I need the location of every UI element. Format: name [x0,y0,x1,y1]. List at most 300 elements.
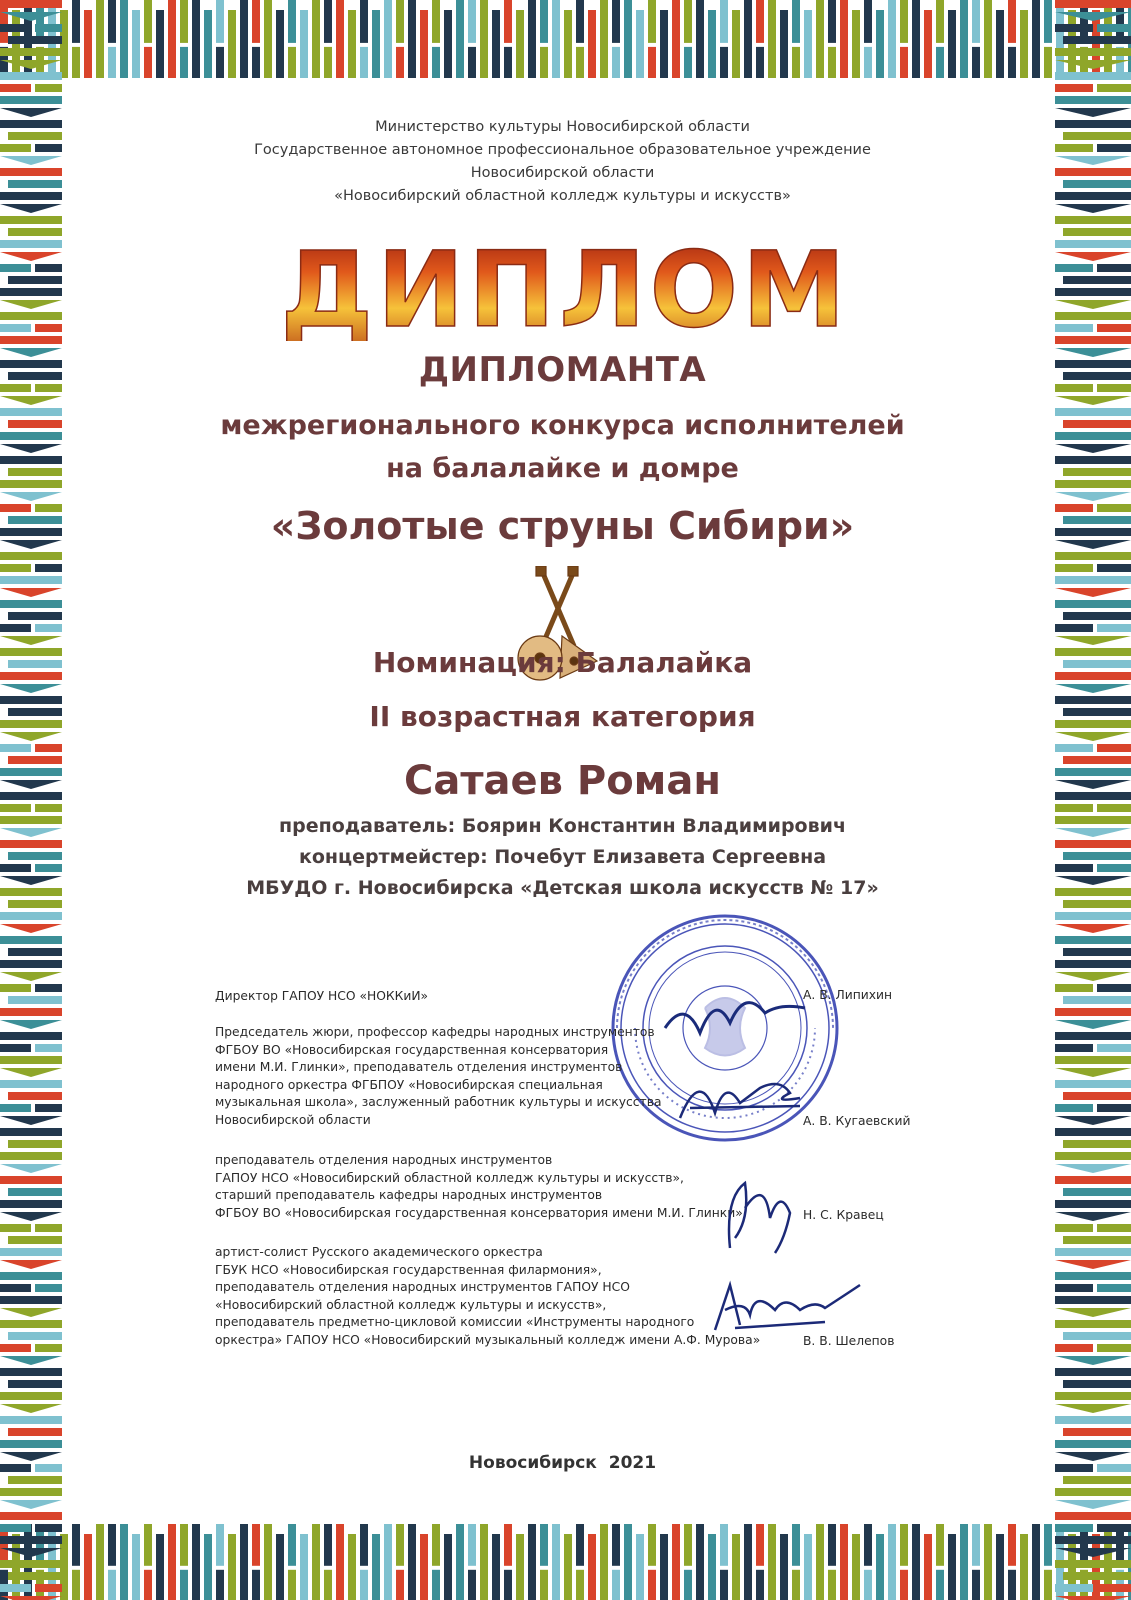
border-tile [0,396,62,405]
border-tile [1063,1236,1131,1244]
border-tile [1055,396,1131,405]
border-tile [792,0,800,43]
border-tile [8,1140,62,1148]
border-tile [1055,684,1131,693]
border-tile [0,1560,62,1568]
border-tile [0,768,62,776]
border-tile [0,924,62,933]
border-tile [8,1236,62,1244]
border-tile [1055,600,1131,608]
border-tile [0,1224,31,1232]
accompanist-line: концертмейстер: Почебут Елизавета Сергеевна [298,846,827,868]
border-tile [1097,1344,1131,1352]
border-tile [612,1570,620,1600]
border-tile [0,480,62,488]
border-tile [0,1032,62,1040]
border-tile [1063,36,1131,44]
border-tile [8,708,62,716]
border-tile [552,1524,560,1600]
border-tile [1055,960,1131,968]
border-tile [8,756,62,764]
border-tile [648,1570,656,1600]
border-tile [1055,816,1131,824]
border-tile [0,1452,62,1461]
border-tile [72,47,80,78]
border-tile [1055,1200,1131,1208]
border-tile [720,1570,728,1600]
border-tile [1097,1284,1131,1292]
border-tile [756,47,764,78]
border-tile [984,0,992,78]
border-tile [8,1428,62,1436]
border-tile [360,47,368,78]
border-tile [1055,240,1131,248]
signer-title-line: музыкальная школа», заслуженный работник культуры и искусства [215,1095,662,1109]
border-tile [35,1584,62,1592]
border-tile [960,1524,968,1600]
border-tile [1063,660,1131,668]
border-tile [912,1524,920,1600]
border-tile [780,1534,788,1600]
border-tile [1097,144,1131,152]
border-tile [672,1524,680,1600]
border-tile [648,0,656,43]
border-tile [0,336,62,344]
border-tile [1055,1248,1131,1256]
border-tile [1055,1020,1131,1029]
border-tile [1055,108,1131,117]
border-tile [972,0,980,43]
border-tile [900,0,908,43]
issuer-line: «Новосибирский областной колледж культуры и искусств» [334,188,791,204]
signer-director [215,988,775,1006]
signer-name: В. В. Шелепов [803,1334,895,1348]
border-tile [1055,324,1093,332]
border-tile [1055,1368,1131,1376]
border-tile [504,47,512,78]
border-tile [35,744,62,752]
border-tile [0,1464,31,1472]
border-tile [900,1524,908,1566]
border-tile [624,0,632,78]
border-tile [1063,180,1131,188]
border-tile [144,1524,152,1566]
border-tile [1020,10,1028,78]
border-tile [588,10,596,78]
border-tile [1097,1044,1131,1052]
border-tile [876,1534,884,1600]
border-tile [1032,0,1040,78]
border-tile [0,348,62,357]
border-tile [1063,228,1131,236]
border-tile [180,0,188,43]
border-tile [1055,1452,1131,1461]
border-tile [708,1534,716,1600]
border-tile [0,1536,62,1544]
signer-title-line: преподаватель отделения народных инструментов [215,1153,553,1167]
border-tile [264,0,272,78]
border-tile [0,1128,62,1136]
border-tile [576,47,584,78]
signer-name: Н. С. Кравец [803,1208,884,1222]
border-tile [0,192,62,200]
border-tile [552,0,560,78]
border-tile [0,720,62,728]
border-tile [324,1570,332,1600]
border-tile [1097,804,1131,812]
contest-line: на балалайке и домре [386,453,739,484]
border-tile [432,1570,440,1600]
signer-title-line: оркестра» ГАПОУ НСО «Новосибирский музыкальный колледж имени А.Ф. Мурова» [215,1332,761,1347]
border-tile [8,228,62,236]
border-tile [0,1416,62,1424]
border-tile [0,252,62,261]
border-tile [384,1524,392,1600]
border-tile [1063,1140,1131,1148]
border-tile [0,1596,62,1600]
border-tile [468,0,476,43]
border-tile [984,1524,992,1600]
border-tile [108,1524,116,1566]
issuer-line: Министерство культуры Новосибирской области [375,119,750,135]
border-tile [0,444,62,453]
border-tile [1055,1260,1131,1269]
issuer-line: Государственное автономное профессиональное образовательное учреждение [254,142,871,158]
border-tile [516,10,524,78]
border-tile [0,1248,62,1256]
border-tile [8,372,62,380]
border-tile [924,10,932,78]
border-tile [684,0,692,43]
issuer-line: Новосибирской области [470,165,655,181]
signer-title-line: старший преподаватель кафедры народных инструментов [215,1188,603,1202]
border-tile [576,1524,584,1566]
border-tile [0,324,31,332]
signer-name: А. В. Липихин [803,988,893,1002]
border-tile [1055,1416,1131,1424]
border-tile [648,47,656,78]
border-tile [0,48,62,56]
border-tile [84,10,92,78]
border-tile [1055,408,1131,416]
border-tile [0,288,62,296]
border-tile [35,1224,62,1232]
border-tile [0,1512,62,1520]
border-tile [228,10,236,78]
border-tile [1097,744,1131,752]
border-tile [348,10,356,78]
border-tile [396,47,404,78]
border-tile [864,1570,872,1600]
border-tile [1055,168,1131,176]
diploma-subtitle: ДИПЛОМАНТА [418,350,707,390]
border-tile [648,1524,656,1566]
border-tile [1097,1104,1131,1112]
border-tile [1063,372,1131,380]
border-tile [120,0,128,78]
border-tile [1055,1116,1131,1125]
border-tile [8,1092,62,1100]
border-tile [0,1584,31,1592]
border-tile [0,564,31,572]
border-tile [1055,1320,1131,1328]
border-tile [852,10,860,78]
border-tile [336,1524,344,1600]
border-tile [0,1176,62,1184]
border-tile [0,84,31,92]
border-tile [480,0,488,78]
diploma-title-text: ДИПЛОМ [280,229,850,341]
diploma-body [70,78,1055,1524]
border-tile [0,1404,62,1413]
border-tile [180,1570,188,1600]
border-tile [300,1534,308,1600]
border-tile [1097,264,1131,272]
border-tile [492,1534,500,1600]
border-tile [1055,1164,1131,1173]
border-tile [840,0,848,78]
signer-title-line: имени М.И. Глинки», преподаватель отделения инструментов [215,1060,623,1074]
border-tile [1055,1308,1131,1317]
border-tile [432,1524,440,1566]
border-tile [1063,1428,1131,1436]
border-tile [132,1534,140,1600]
border-tile [780,10,788,78]
signer-title-line: «Новосибирский областной колледж культуры и искусств», [215,1297,607,1312]
border-tile [1055,156,1131,165]
border-tile [792,1570,800,1600]
border-tile [1055,588,1131,597]
signature [705,1270,865,1345]
border-tile [8,132,62,140]
border-tile [0,1524,31,1532]
border-tile [144,0,152,43]
border-tile [1055,1512,1131,1520]
border-tile [0,624,31,632]
border-tile [840,1524,848,1600]
border-tile [0,1104,31,1112]
border-tile [744,1524,752,1600]
border-tile [1063,996,1131,1004]
border-tile [504,1524,512,1566]
border-tile [396,0,404,43]
border-tile [1063,900,1131,908]
border-tile [1055,924,1131,933]
border-tile [0,24,31,32]
border-tile [792,1524,800,1566]
border-tile [0,12,62,21]
border-tile [1063,1188,1131,1196]
border-tile [0,1200,62,1208]
border-tile [0,864,31,872]
border-tile [72,1570,80,1600]
signer-title-line: ГАПОУ НСО «Новосибирский областной колледж культуры и искусств», [215,1170,684,1185]
border-tile [0,60,62,69]
signer-title-line: народного оркестра ФГБПОУ «Новосибирская специальная [215,1077,603,1092]
border-tile [900,47,908,78]
border-tile [96,0,104,78]
border-tile [720,0,728,43]
border-tile [1055,252,1131,261]
border-tile [1055,1440,1131,1448]
border-tile [108,0,116,43]
border-tile [0,300,62,309]
border-tile [0,240,62,248]
border-tile [756,1570,764,1600]
border-tile [1055,72,1131,80]
border-tile [0,96,62,104]
border-tile [288,47,296,78]
border-tile [1055,444,1131,453]
border-tile [252,0,260,43]
border-tile [1055,576,1131,584]
border-tile [540,1524,548,1566]
border-tile [0,1392,62,1400]
border-tile [1055,492,1131,501]
border-tile [1055,312,1131,320]
border-tile [1055,1044,1093,1052]
border-tile [8,996,62,1004]
border-tile [1055,348,1131,357]
border-right [1055,0,1131,1600]
border-tile [396,1524,404,1566]
border-tile [576,0,584,43]
signer-title-line: Председатель жюри, профессор кафедры народных инструментов [215,1025,655,1039]
border-tile [744,0,752,78]
border-tile [0,1068,62,1077]
contest-name: «Золотые струны Сибири» [270,504,855,548]
border-tile [1055,1056,1131,1064]
border-tile [0,204,62,213]
border-tile [1055,540,1131,549]
border-tile [0,648,62,656]
border-tile [756,0,764,43]
border-tile [156,1534,164,1600]
border-tile [0,1044,31,1052]
border-tile [0,264,31,272]
border-tile [0,1368,62,1376]
border-tile [1055,1356,1131,1365]
border-tile [600,1524,608,1600]
border-tile [852,1534,860,1600]
border-tile [1055,984,1093,992]
border-tile [8,900,62,908]
border-tile [972,1570,980,1600]
border-tile [0,1212,62,1221]
border-tile [480,1524,488,1600]
border-tile [1055,1548,1131,1557]
border-tile [1055,552,1131,560]
border-tile [0,732,62,741]
border-tile [72,0,80,43]
border-tile [636,1534,644,1600]
border-tile [1055,972,1131,981]
border-tile [35,84,62,92]
border-tile [636,10,644,78]
border-tile [1055,48,1131,56]
border-tile [600,0,608,78]
border-tile [1055,1488,1131,1496]
border-tile [156,10,164,78]
school-line: МБУДО г. Новосибирска «Детская школа искусств № 17» [246,877,879,899]
border-tile [1044,1570,1052,1600]
border-tile [0,456,62,464]
border-tile [444,10,452,78]
border-tile [288,1570,296,1600]
border-tile [816,1524,824,1600]
border-tile [132,10,140,78]
border-tile [0,552,62,560]
signer-name: А. В. Кугаевский [803,1114,911,1128]
border-tile [1055,936,1131,944]
border-tile [696,0,704,78]
signer-teacher [215,1152,775,1222]
border-tile [1063,852,1131,860]
teacher-line: преподаватель: Боярин Константин Владимирович [279,815,846,837]
border-tile [1055,1404,1131,1413]
border-tile [864,47,872,78]
border-tile [1055,780,1131,789]
border-tile [0,1308,62,1317]
border-tile [0,492,62,501]
border-tile [35,1104,62,1112]
border-tile [0,216,62,224]
border-tile [1055,480,1131,488]
border-tile [1063,468,1131,476]
border-tile [924,1534,932,1600]
border-tile [540,1570,548,1600]
border-tile [468,47,476,78]
border-tile [8,852,62,860]
border-tile [0,384,31,392]
border-tile [0,960,62,968]
border-tile [1055,456,1131,464]
border-tile [300,10,308,78]
border-tile [444,1534,452,1600]
border-tile [432,47,440,78]
border-tile [0,1056,62,1064]
border-tile [8,1188,62,1196]
border-tile [1055,1464,1093,1472]
border-tile [720,1524,728,1566]
border-tile [1008,1524,1016,1566]
border-tile [888,0,896,78]
border-tile [0,828,62,837]
diploma-title [265,226,865,341]
border-tile [528,1524,536,1600]
border-tile [336,0,344,78]
border-tile [0,312,62,320]
border-tile [0,1272,62,1280]
border-tile [8,36,62,44]
border-tile [360,1524,368,1566]
border-tile [35,1344,62,1352]
border-tile [144,47,152,78]
border-tile [1008,47,1016,78]
border-tile [1055,336,1131,344]
signer-title-line: Новосибирской области [215,1112,371,1127]
border-tile [1055,60,1131,69]
border-tile [288,0,296,43]
border-tile [1097,324,1131,332]
border-tile [0,1440,62,1448]
border-tile [996,1534,1004,1600]
border-tile [288,1524,296,1566]
border-tile [828,1570,836,1600]
nomination: Номинация: Балалайка [372,646,753,679]
border-tile [1055,648,1131,656]
border-tile [0,360,62,368]
